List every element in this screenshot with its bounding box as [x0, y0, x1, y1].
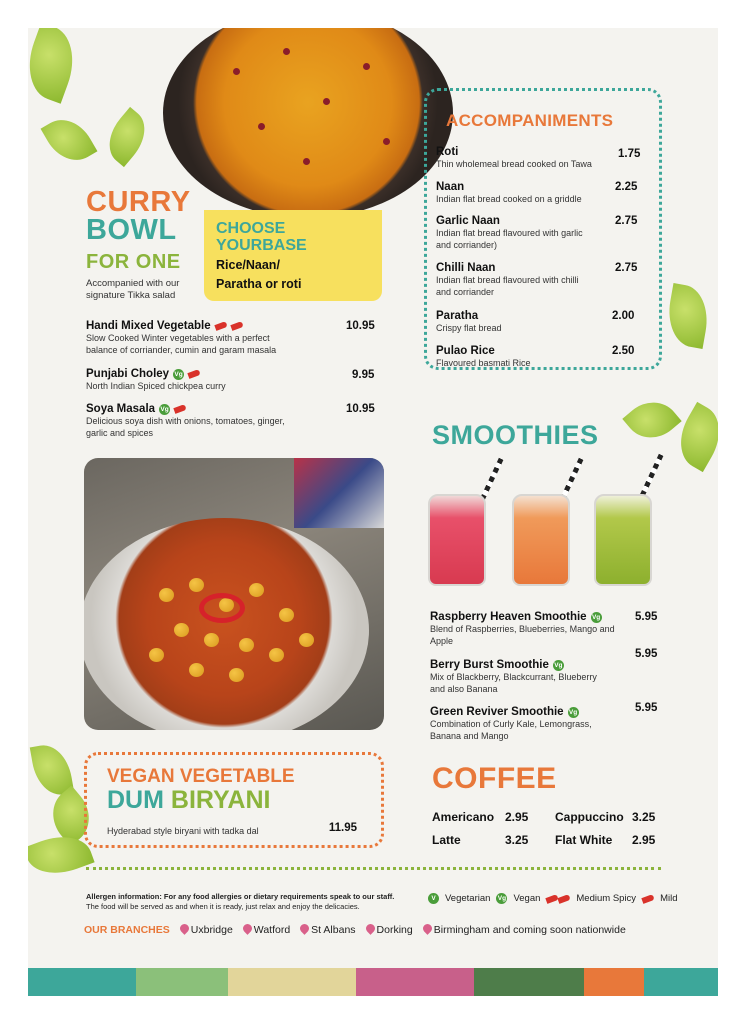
- base-options: Paratha or roti: [216, 277, 302, 291]
- color-stripe: [644, 968, 718, 996]
- item-desc: Flavoured basmati Rice: [436, 358, 531, 368]
- item-price: 2.25: [615, 181, 638, 193]
- basil-leaf-decoration: [663, 283, 713, 349]
- title-word: DUM: [107, 786, 164, 814]
- chickpea-curry-photo: [84, 458, 384, 730]
- rice-dish-photo: [163, 28, 453, 218]
- coffee-name: Americano: [432, 810, 495, 824]
- vegan-biryani-box: [84, 752, 384, 848]
- vegan-icon: Vg: [568, 708, 578, 716]
- coffee-price: 3.25: [632, 810, 656, 824]
- location-pin-icon: [421, 922, 434, 935]
- item-price: 5.95: [635, 648, 658, 660]
- item-desc: Combination of Curly Kale, Lemongrass,: [430, 719, 592, 729]
- basil-leaf-decoration: [41, 110, 98, 171]
- branch-item: [300, 924, 355, 936]
- item-name: Pulao Rice: [436, 345, 495, 357]
- item-desc: Thin wholemeal bread cooked on Tawa: [436, 159, 592, 169]
- vegetarian-icon: V: [428, 893, 439, 904]
- basil-leaf-decoration: [98, 107, 156, 167]
- legend-label: Mild: [660, 893, 678, 904]
- coffee-price: 2.95: [632, 833, 656, 847]
- item-name: Soya Masala: [86, 403, 156, 415]
- item-name: Handi Mixed Vegetable: [86, 320, 211, 332]
- item-desc: garlic and spices: [86, 428, 154, 438]
- raspberry-smoothie-jar: [428, 494, 486, 586]
- item-name: Punjabi Choley: [86, 368, 170, 380]
- branch-name: Uxbridge: [190, 924, 233, 936]
- basil-leaf-decoration: [28, 28, 85, 104]
- item-desc: Indian flat bread flavoured with garlic: [436, 228, 583, 238]
- item-name: Green Reviver Smoothie: [430, 706, 564, 718]
- vegan-icon: Vg: [554, 661, 563, 669]
- basil-leaf-decoration: [668, 402, 718, 472]
- curry-item: [86, 320, 386, 356]
- base-title: YOURBASE: [216, 237, 307, 254]
- coffee-name: Cappuccino: [555, 810, 624, 824]
- allergen-note: The food will be served as and when it is ready, just relax and enjoy the delicacies.: [86, 902, 360, 911]
- color-stripe: [474, 968, 584, 996]
- branches-label: OUR BRANCHES: [84, 924, 170, 936]
- item-desc: Banana and Mango: [430, 731, 509, 741]
- item-name: Naan: [436, 181, 465, 193]
- item-desc: Indian flat bread cooked on a griddle: [436, 194, 582, 204]
- branch-item: [366, 924, 413, 936]
- item-price: 10.95: [346, 403, 375, 415]
- item-price: 10.95: [346, 320, 375, 332]
- location-pin-icon: [298, 922, 311, 935]
- curry-item: [86, 403, 386, 439]
- divider: [86, 867, 661, 870]
- item-desc: Mix of Blackberry, Blackcurrant, Blueberry: [430, 672, 597, 682]
- item-desc: and corriander: [436, 287, 495, 297]
- item-desc: Delicious soya dish with onions, tomatoes, ginger,: [86, 416, 285, 426]
- chili-icon: [558, 894, 571, 904]
- chili-icon: [641, 894, 654, 904]
- item-price: 11.95: [328, 822, 357, 834]
- item-desc: North Indian Spiced chickpea curry: [86, 381, 226, 391]
- chili-icon: [230, 321, 243, 331]
- title-line: FOR ONE: [86, 251, 181, 273]
- item-price: 9.95: [352, 369, 375, 381]
- base-options: Rice/Naan/: [216, 258, 280, 272]
- item-desc: Apple: [430, 636, 454, 646]
- allergen-info: [86, 892, 394, 912]
- title-word: VEGAN: [107, 766, 175, 787]
- location-pin-icon: [178, 922, 191, 935]
- coffee-name: Latte: [432, 833, 461, 847]
- smoothie-item: [430, 659, 630, 695]
- curry-item: [86, 368, 386, 392]
- color-stripe: [584, 968, 644, 996]
- smoothie-item: [430, 706, 630, 742]
- item-desc: Hyderabad style biryani with tadka dal: [107, 826, 259, 836]
- item-price: 5.95: [635, 611, 658, 623]
- item-desc: and also Banana: [430, 684, 498, 694]
- item-price: 2.75: [615, 262, 638, 274]
- location-pin-icon: [241, 922, 254, 935]
- smoothies-title: SMOOTHIES: [432, 420, 599, 450]
- item-price: 1.75: [618, 148, 641, 160]
- basil-leaf-decoration: [622, 391, 681, 450]
- coffee-price: 2.95: [505, 810, 529, 824]
- location-pin-icon: [364, 922, 377, 935]
- dietary-legend: [428, 893, 677, 904]
- vegan-icon: Vg: [174, 370, 183, 378]
- vegan-icon: Vg: [497, 895, 507, 902]
- choose-base-box: [204, 210, 382, 301]
- item-desc: Blend of Raspberries, Blueberries, Mango and: [430, 624, 615, 634]
- accompaniments-title: ACCOMPANIMENTS: [446, 111, 614, 130]
- branches-row: [84, 924, 626, 936]
- item-name: Chilli Naan: [436, 262, 496, 274]
- vegan-icon: Vg: [591, 613, 601, 621]
- branch-name: Birmingham: [433, 924, 490, 936]
- item-name: Berry Burst Smoothie: [430, 659, 549, 671]
- item-desc: Slow Cooked Winter vegetables with a perfect: [86, 333, 270, 343]
- branch-name: Dorking: [376, 924, 413, 936]
- color-stripe: [28, 968, 136, 996]
- curry-bowl-subtitle: [86, 278, 191, 302]
- title-word: VEGETABLE: [179, 766, 295, 787]
- item-price: 5.95: [635, 702, 658, 714]
- color-stripe: [136, 968, 228, 996]
- menu-page: [28, 28, 718, 996]
- berry-smoothie-jar: [512, 494, 570, 586]
- chili-icon: [187, 369, 200, 379]
- base-title: CHOOSE: [216, 220, 286, 237]
- title-line: CURRY: [86, 186, 191, 218]
- item-desc: Crispy flat bread: [436, 323, 502, 333]
- coffee-price: 3.25: [505, 833, 529, 847]
- legend-label: Vegetarian: [445, 893, 491, 904]
- item-desc: balance of corriander, cumin and garam masala: [86, 345, 277, 355]
- item-name: Raspberry Heaven Smoothie: [430, 611, 587, 623]
- chili-icon: [173, 404, 186, 414]
- legend-label: Medium Spicy: [576, 893, 637, 904]
- branches-suffix: and coming soon nationwide: [492, 924, 626, 936]
- curry-bowl-title: [86, 188, 191, 302]
- green-smoothie-jar: [594, 494, 652, 586]
- branch-item: [423, 924, 626, 936]
- item-price: 2.00: [612, 310, 635, 322]
- color-stripe: [356, 968, 474, 996]
- subtitle-line: Accompanied with our: [86, 278, 180, 289]
- accompaniment-item: [436, 146, 646, 170]
- legend-label: Vegan: [513, 893, 541, 904]
- coffee-name: Flat White: [555, 833, 613, 847]
- item-desc: and corriander): [436, 240, 498, 250]
- item-name: Paratha: [436, 310, 479, 322]
- branch-name: Watford: [253, 924, 291, 936]
- subtitle-line: signature Tikka salad: [86, 290, 176, 301]
- branch-name: St Albans: [311, 924, 356, 936]
- color-stripe: [228, 968, 356, 996]
- vegan-icon: Vg: [160, 405, 169, 413]
- branch-item: [243, 924, 290, 936]
- item-name: Roti: [436, 146, 459, 158]
- branch-item: [180, 924, 233, 936]
- title-line: BOWL: [86, 214, 177, 246]
- item-price: 2.75: [615, 215, 638, 227]
- item-name: Garlic Naan: [436, 215, 500, 227]
- smoothie-item: [430, 611, 630, 647]
- chili-icon: [214, 321, 227, 331]
- item-price: 2.50: [612, 345, 635, 357]
- coffee-title: COFFEE: [432, 762, 557, 795]
- title-word: BIRYANI: [170, 786, 271, 814]
- allergen-text: Allergen information: For any food allergies or dietary requirements speak to our staff.: [86, 892, 395, 901]
- item-desc: Indian flat bread flavoured with chilli: [436, 275, 579, 285]
